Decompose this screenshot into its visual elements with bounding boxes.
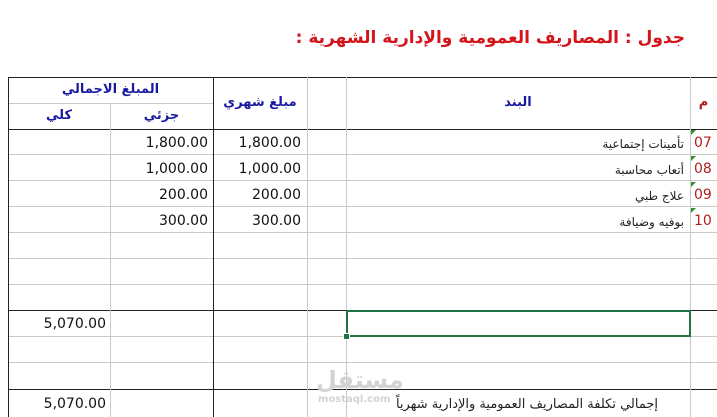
item-cell[interactable]: بوفيه وضيافة xyxy=(619,215,684,229)
monthly-cell[interactable]: 300.00 xyxy=(252,213,301,229)
partial-cell[interactable]: 1,000.00 xyxy=(145,161,208,177)
header-total-amount: المبلغ الاجمالي xyxy=(61,82,160,97)
header-partial: جزئي xyxy=(143,108,180,123)
error-indicator-icon xyxy=(691,208,696,213)
partial-cell[interactable]: 300.00 xyxy=(159,213,208,229)
partial-cell[interactable]: 200.00 xyxy=(159,187,208,203)
header-monthly: مبلغ شهري xyxy=(223,95,297,110)
index-cell[interactable]: 09 xyxy=(694,187,712,203)
index-cell[interactable]: 10 xyxy=(694,213,712,229)
error-indicator-icon xyxy=(691,130,696,135)
monthly-cell[interactable]: 200.00 xyxy=(252,187,301,203)
footer-total-cell[interactable]: 5,070.00 xyxy=(43,396,106,412)
error-indicator-icon xyxy=(691,156,696,161)
subtotal-cell[interactable]: 5,070.00 xyxy=(43,316,106,332)
selected-cell[interactable] xyxy=(346,310,691,337)
fill-handle[interactable] xyxy=(343,333,350,340)
item-cell[interactable]: تأمينات إجتماعية xyxy=(602,137,684,151)
watermark-logo: مستقل xyxy=(316,366,404,394)
footer-label: إجمالي تكلفة المصاريف العمومية والإدارية شهرياً xyxy=(395,397,658,412)
header-item: البند xyxy=(504,95,532,110)
item-cell[interactable]: علاج طبي xyxy=(634,189,684,203)
error-indicator-icon xyxy=(691,182,696,187)
index-cell[interactable]: 08 xyxy=(694,161,712,177)
watermark-url: mostaql.com xyxy=(318,394,391,405)
monthly-cell[interactable]: 1,800.00 xyxy=(238,135,301,151)
index-cell[interactable]: 07 xyxy=(694,135,712,151)
item-cell[interactable]: أتعاب محاسبة xyxy=(614,163,684,177)
sheet-title: جدول : المصاريف العمومية والإدارية الشهرية : xyxy=(295,28,685,48)
header-overall: كلي xyxy=(45,108,73,123)
monthly-cell[interactable]: 1,000.00 xyxy=(238,161,301,177)
partial-cell[interactable]: 1,800.00 xyxy=(145,135,208,151)
header-index: م xyxy=(698,95,709,110)
